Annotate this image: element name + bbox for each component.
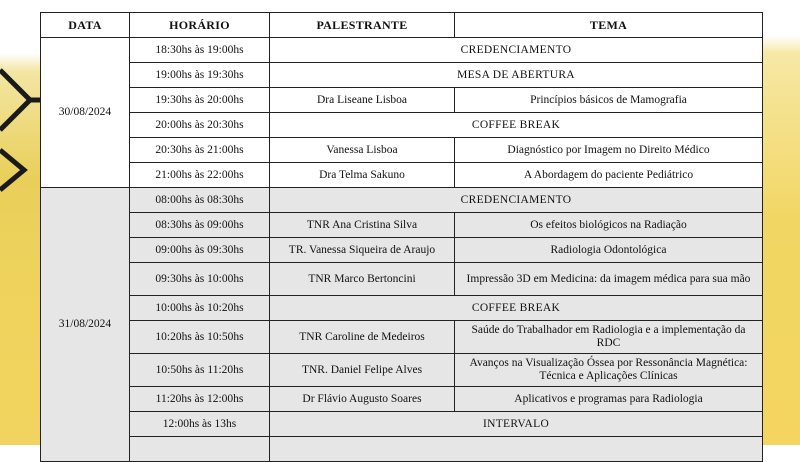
table-row [41, 387, 763, 412]
schedule-table [40, 12, 763, 462]
topic-cell: Os efeitos biológicos na Radiação [455, 213, 763, 238]
background-left-decoration [0, 0, 42, 445]
speaker-cell: Vanessa Lisboa [270, 138, 455, 163]
speaker-cell: Dra Liseane Lisboa [270, 88, 455, 113]
session-cell: COFFEE BREAK [270, 296, 763, 321]
time-cell: 09:00hs às 09:30hs [130, 238, 270, 263]
table-row [41, 213, 763, 238]
table-row [41, 138, 763, 163]
table-row [41, 437, 763, 462]
topic-cell: Impressão 3D em Medicina: da imagem médica para sua mão [455, 263, 763, 296]
time-cell: 21:00hs às 22:00hs [130, 163, 270, 188]
session-cell: COFFEE BREAK [270, 113, 763, 138]
session-cell: CREDENCIAMENTO [270, 188, 763, 213]
time-cell: 19:00hs às 19:30hs [130, 63, 270, 88]
table-row [41, 354, 763, 387]
time-cell [130, 437, 270, 462]
topic-cell: Aplicativos e programas para Radiologia [455, 387, 763, 412]
table-row [41, 38, 763, 63]
topic-cell: Avanços na Visualização Óssea por Ressonância Magnética: Técnica e Aplicações Clínicas [455, 354, 763, 387]
time-cell: 10:00hs às 10:20hs [130, 296, 270, 321]
topic-cell: Saúde do Trabalhador em Radiologia e a implementação da RDC [455, 321, 763, 354]
time-cell: 20:30hs às 21:00hs [130, 138, 270, 163]
time-cell: 19:30hs às 20:00hs [130, 88, 270, 113]
column-header-topic: TEMA [455, 13, 763, 38]
topic-cell: Diagnóstico por Imagem no Direito Médico [455, 138, 763, 163]
speaker-cell: TNR. Daniel Felipe Alves [270, 354, 455, 387]
table-row [41, 113, 763, 138]
speaker-cell: Dra Telma Sakuno [270, 163, 455, 188]
time-cell: 11:20hs às 12:00hs [130, 387, 270, 412]
date-cell: 31/08/2024 [41, 188, 130, 462]
speaker-cell: TR. Vanessa Siqueira de Araujo [270, 238, 455, 263]
table-row [41, 188, 763, 213]
speaker-cell: TNR Caroline de Medeiros [270, 321, 455, 354]
session-cell: CREDENCIAMENTO [270, 38, 763, 63]
time-cell: 10:20hs às 10:50hs [130, 321, 270, 354]
time-cell: 09:30hs às 10:00hs [130, 263, 270, 296]
table-row [41, 263, 763, 296]
session-cell [270, 437, 763, 462]
time-cell: 12:00hs às 13hs [130, 412, 270, 437]
time-cell: 18:30hs às 19:00hs [130, 38, 270, 63]
speaker-cell: TNR Ana Cristina Silva [270, 213, 455, 238]
table-row [41, 63, 763, 88]
table-row [41, 163, 763, 188]
background-right-decoration [760, 0, 800, 445]
decorative-lines-icon [0, 60, 42, 210]
table-row [41, 412, 763, 437]
table-row [41, 238, 763, 263]
date-cell: 30/08/2024 [41, 38, 130, 188]
column-header-speaker: PALESTRANTE [270, 13, 455, 38]
header-row [41, 13, 763, 38]
speaker-cell: Dr Flávio Augusto Soares [270, 387, 455, 412]
time-cell: 20:00hs às 20:30hs [130, 113, 270, 138]
table-row [41, 321, 763, 354]
speaker-cell: TNR Marco Bertoncini [270, 263, 455, 296]
time-cell: 10:50hs às 11:20hs [130, 354, 270, 387]
topic-cell: A Abordagem do paciente Pediátrico [455, 163, 763, 188]
table-row [41, 296, 763, 321]
session-cell: MESA DE ABERTURA [270, 63, 763, 88]
session-cell: INTERVALO [270, 412, 763, 437]
topic-cell: Princípios básicos de Mamografia [455, 88, 763, 113]
time-cell: 08:00hs às 08:30hs [130, 188, 270, 213]
column-header-date: DATA [41, 13, 130, 38]
time-cell: 08:30hs às 09:00hs [130, 213, 270, 238]
topic-cell: Radiologia Odontológica [455, 238, 763, 263]
table-row [41, 88, 763, 113]
column-header-time: HORÁRIO [130, 13, 270, 38]
